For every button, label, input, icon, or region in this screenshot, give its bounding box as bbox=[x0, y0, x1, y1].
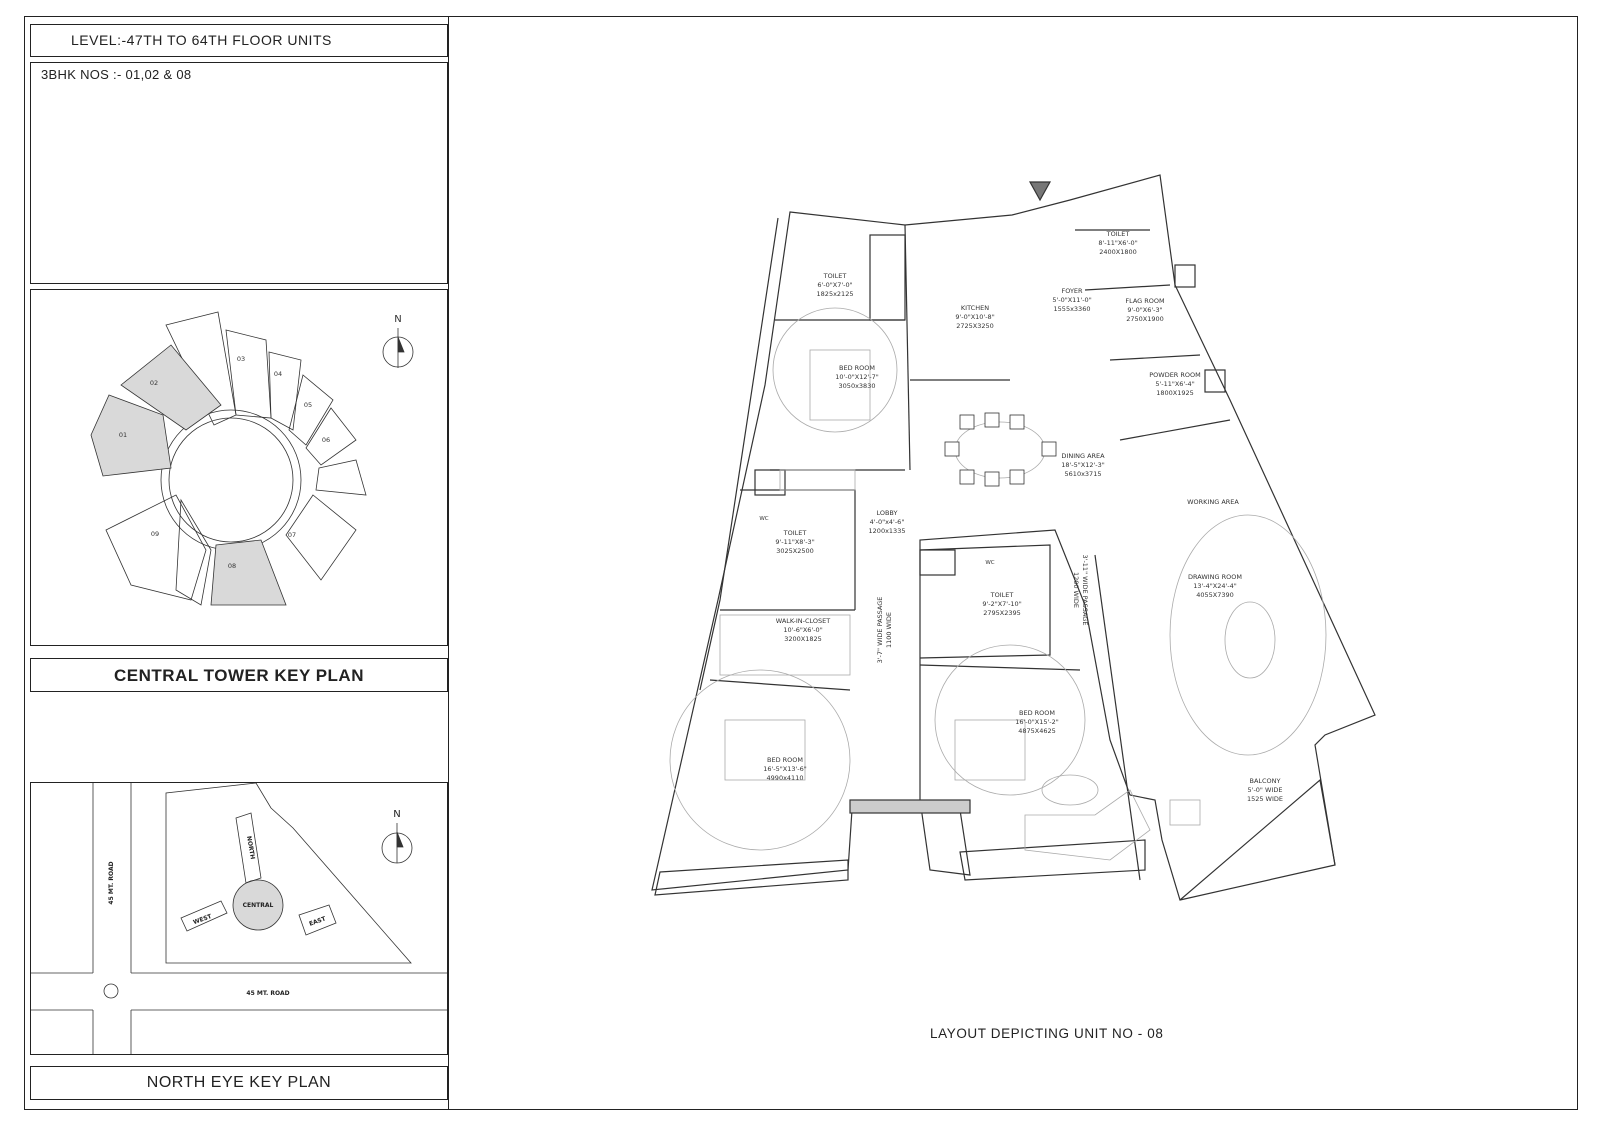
key-unit-01: 01 bbox=[118, 431, 128, 439]
room-bed-2-dims-mm: 4875X4625 bbox=[1018, 727, 1056, 735]
layout-caption: LAYOUT DEPICTING UNIT NO - 08 bbox=[930, 1026, 1164, 1041]
room-bed-1-name: BED ROOM bbox=[839, 364, 875, 372]
room-toilet-2-dims-ft: 8'-11"X6'-0" bbox=[1098, 239, 1138, 247]
room-toilet-1-name: TOILET bbox=[823, 272, 847, 280]
unit-numbers: 3BHK NOS :- 01,02 & 08 bbox=[41, 67, 192, 82]
room-toilet-4-dims-ft: 9'-2"X7'-10" bbox=[982, 600, 1022, 608]
key-unit-09: 09 bbox=[150, 530, 160, 538]
room-bed-1-dims-ft: 10'-0"X12'-7" bbox=[835, 373, 879, 381]
room-dining-dims-mm: 5610x3715 bbox=[1064, 470, 1102, 478]
west-tower-label: WEST bbox=[192, 913, 213, 927]
road-label-vertical: 45 MT. ROAD bbox=[108, 861, 115, 905]
north-eye-title: NORTH EYE KEY PLAN bbox=[146, 1074, 332, 1091]
key-unit-08: 08 bbox=[227, 562, 237, 570]
room-toilet-1-dims-mm: 1825x2125 bbox=[816, 290, 854, 298]
key-unit-07: 07 bbox=[287, 531, 297, 539]
key-unit-03: 03 bbox=[236, 355, 246, 363]
duct-shaft bbox=[870, 235, 905, 320]
room-dining-name: DINING AREA bbox=[1061, 452, 1105, 460]
room-drawing-dims-ft: 13'-4"X24'-4" bbox=[1193, 582, 1237, 590]
room-foyer-dims-ft: 5'-0"X11'-0" bbox=[1052, 296, 1092, 304]
room-toilet-2-dims-mm: 2400X1800 bbox=[1099, 248, 1137, 256]
room-flag-dims-mm: 2750X1900 bbox=[1126, 315, 1164, 323]
wc-label-2: WC bbox=[985, 560, 995, 566]
wc-label-1: WC bbox=[759, 516, 769, 522]
room-balcony-dims-mm: 1525 WIDE bbox=[1246, 795, 1284, 803]
key-unit-06: 06 bbox=[321, 436, 331, 444]
room-bed-2-dims-ft: 16'-0"X15'-2" bbox=[1015, 718, 1059, 726]
central-key-plan-title: CENTRAL TOWER KEY PLAN bbox=[114, 666, 364, 685]
room-toilet-4-name: TOILET bbox=[990, 591, 1014, 599]
room-kitchen-dims-mm: 2725X3250 bbox=[956, 322, 994, 330]
road-label-horizontal: 45 MT. ROAD bbox=[246, 990, 290, 997]
key-unit-04: 04 bbox=[273, 370, 283, 378]
north-label-central: N bbox=[394, 314, 402, 325]
room-toilet-3-dims-ft: 9'-11"X8'-3" bbox=[775, 538, 815, 546]
level-title: LEVEL:-47TH TO 64TH FLOOR UNITS bbox=[71, 32, 332, 48]
room-toilet-2-name: TOILET bbox=[1106, 230, 1130, 238]
central-tower-label: CENTRAL bbox=[242, 902, 274, 909]
room-toilet-4-dims-mm: 2795X2395 bbox=[983, 609, 1021, 617]
room-closet-dims-mm: 3200X1825 bbox=[784, 635, 822, 643]
room-lobby-dims-mm: 1200x1335 bbox=[868, 527, 906, 535]
room-flag-name: FLAG ROOM bbox=[1125, 297, 1165, 305]
room-kitchen-name: KITCHEN bbox=[960, 304, 990, 312]
room-powder-dims-ft: 5'-11"X6'-4" bbox=[1155, 380, 1195, 388]
room-foyer-name: FOYER bbox=[1061, 287, 1083, 295]
room-lobby-dims-ft: 4'-0"x4'-6" bbox=[869, 518, 905, 526]
room-bed-3-name: BED ROOM bbox=[767, 756, 803, 764]
room-bed-1-dims-mm: 3050x3830 bbox=[838, 382, 876, 390]
room-closet-name: WALK-IN-CLOSET bbox=[775, 617, 831, 625]
room-toilet-3-dims-mm: 3025X2500 bbox=[776, 547, 814, 555]
north-label-site: N bbox=[393, 809, 401, 820]
key-unit-05: 05 bbox=[303, 401, 313, 409]
bedroom1-turning-circle bbox=[773, 308, 897, 432]
room-drawing-dims-mm: 4055X7390 bbox=[1196, 591, 1234, 599]
room-powder-dims-mm: 1800X1925 bbox=[1156, 389, 1194, 397]
passage-1-label: 3'-7" WIDE PASSAGE bbox=[876, 596, 884, 664]
room-foyer-dims-mm: 1555x3360 bbox=[1053, 305, 1091, 313]
passage-1-width: 1100 WIDE bbox=[885, 611, 893, 649]
key-unit-02: 02 bbox=[149, 379, 159, 387]
north-tower-label: NORTH bbox=[244, 835, 256, 860]
room-dining-dims-ft: 18'-5"X12'-3" bbox=[1061, 461, 1105, 469]
entrance-marker bbox=[1030, 182, 1050, 200]
room-balcony-name: BALCONY bbox=[1249, 777, 1281, 785]
passage-2-width: 1200 WIDE bbox=[1072, 571, 1080, 609]
room-working-area-name: WORKING AREA bbox=[1187, 498, 1239, 506]
room-kitchen-dims-ft: 9'-0"X10'-8" bbox=[955, 313, 995, 321]
east-tower-label: EAST bbox=[308, 915, 327, 928]
passage-2-label: 3'-11" WIDE PASSAGE bbox=[1081, 554, 1089, 626]
room-toilet-3-name: TOILET bbox=[783, 529, 807, 537]
room-toilet-1-dims-ft: 6'-0"X7'-0" bbox=[817, 281, 853, 289]
room-bed-3-dims-ft: 16'-5"X13'-6" bbox=[763, 765, 807, 773]
room-bed-2-name: BED ROOM bbox=[1019, 709, 1055, 717]
room-drawing-name: DRAWING ROOM bbox=[1187, 573, 1243, 581]
room-balcony-dims-ft: 5'-0" WIDE bbox=[1247, 786, 1283, 794]
room-flag-dims-ft: 9'-0"X6'-3" bbox=[1127, 306, 1163, 314]
room-lobby-name: LOBBY bbox=[876, 509, 898, 517]
room-bed-3-dims-mm: 4990x4110 bbox=[766, 774, 804, 782]
room-powder-name: POWDER ROOM bbox=[1149, 371, 1201, 379]
room-closet-dims-ft: 10'-6"X6'-0" bbox=[783, 626, 823, 634]
